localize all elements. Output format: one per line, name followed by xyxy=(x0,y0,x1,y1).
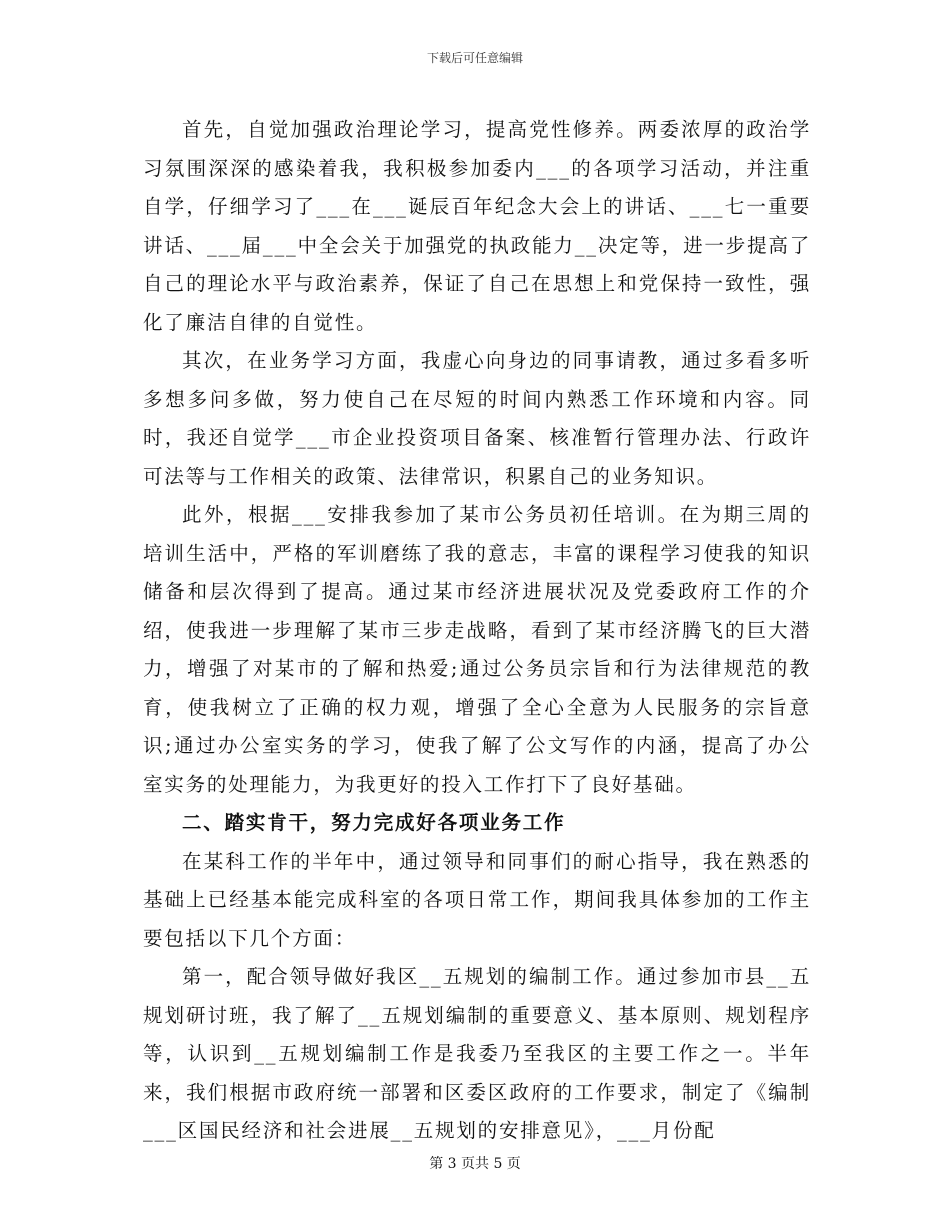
section-heading: 二、踏实肯干，努力完成好各项业务工作 xyxy=(182,811,566,834)
paragraph-planning-work: 第一，配合领导做好我区__五规划的编制工作。通过参加市县__五规划研讨班，我了解了__五规划编制的重要意义、基本原则、规划程序等，认识到__五规划编制工作是我委乃至我区的主要工作之一。半年来，我们根据市政府统一部署和区委区政府的工作要求，制定了《编制___区国民经济和社会进展__五规划的安排意见》，___月份配 xyxy=(143,965,811,1142)
paragraph-work-overview: 在某科工作的半年中，通过领导和同事们的耐心指导，我在熟悉的基础上已经基本能完成科室的各项日常工作，期间我具体参加的工作主要包括以下几个方面： xyxy=(143,849,811,950)
page-header: 下载后可任意编辑 xyxy=(426,51,523,65)
paragraph-training: 此外，根据___安排我参加了某市公务员初任培训。在为期三周的培训生活中，严格的军训磨练了我的意志，丰富的课程学习使我的知识储备和层次得到了提高。通过某市经济进展状况及党委政府工作的介绍，使我进一步理解了某市三步走战略，看到了某市经济腾飞的巨大潜力，增强了对某市的了解和热爱;通过公务员宗旨和行为法律规范的教育，使我树立了正确的权力观，增强了全心全意为人民服务的宗旨意识;通过办公室实务的学习，使我了解了公文写作的内涵，提高了办公室实务的处理能力，为我更好的投入工作打下了良好基础。 xyxy=(143,503,811,796)
paragraph-business-study: 其次，在业务学习方面，我虚心向身边的同事请教，通过多看多听多想多问多做，努力使自己在尽短的时间内熟悉工作环境和内容。同时，我还自觉学___市企业投资项目备案、核准暂行管理办法、行政许可法等与工作相关的政策、法律常识，积累自己的业务知识。 xyxy=(143,349,811,488)
page-number: 第 3 页共 5 页 xyxy=(429,1156,521,1172)
paragraph-study-politics: 首先，自觉加强政治理论学习，提高党性修养。两委浓厚的政治学习氛围深深的感染着我，我积极参加委内___的各项学习活动，并注重自学，仔细学习了___在___诞辰百年纪念大会上的讲话、___七一重要讲话、___届___中全会关于加强党的执政能力__决定等，进一步提高了自己的理论水平与政治素养，保证了自己在思想上和党保持一致性，强化了廉洁自律的自觉性。 xyxy=(143,118,811,334)
document-body xyxy=(143,111,811,1151)
